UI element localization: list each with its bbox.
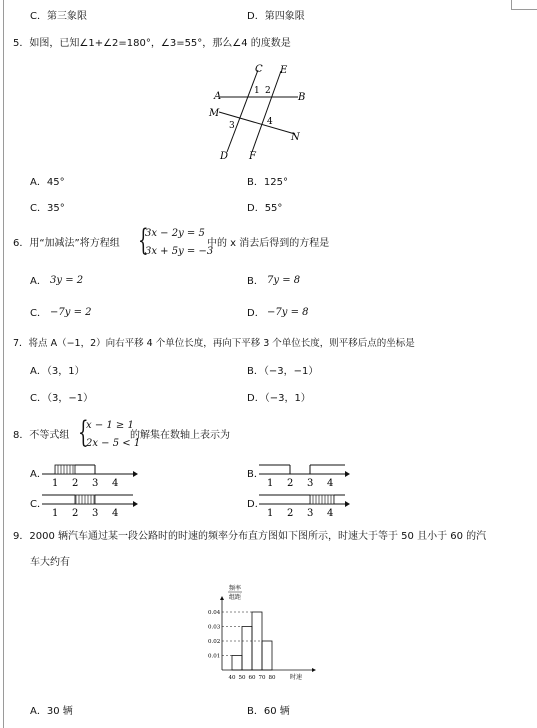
tick-c-4: 4	[112, 508, 119, 519]
tick-c-1: 1	[52, 508, 59, 519]
q8-inequality-2: 2x − 5 < 1	[86, 438, 141, 449]
q9-stem-line1: 9．2000 辆汽车通过某一段公路时的时速的频率分布直方图如下图所示，时速大于等于 50 且小于 60 的汽	[13, 531, 487, 542]
q6-equation-1: 3x − 2y = 5	[145, 228, 205, 239]
q6-suffix: 中的 x 消去后得到的方程是	[207, 238, 330, 249]
hist-ylabel-1: 频率	[229, 585, 242, 592]
q5-stem: 5．如图，已知∠1+∠2=180°，∠3=55°，那么∠4 的度数是	[13, 38, 291, 49]
label-B: B	[298, 92, 306, 103]
hist-ytick-0.02: 0.02	[208, 639, 221, 645]
q6-option-a: 3y = 2	[50, 275, 84, 286]
hist-ylabel-2: 组距	[229, 594, 242, 601]
label-N: N	[291, 132, 300, 143]
q7-option-a: A．（3，1）	[30, 366, 85, 377]
hist-y-arrow	[220, 596, 224, 600]
tick-c-2: 2	[72, 508, 79, 519]
angle-2: 2	[265, 86, 271, 96]
q8-inequality-1: x − 1 ≥ 1	[86, 420, 134, 431]
q6-option-c: −7y = 2	[50, 307, 92, 318]
tick-d-2: 2	[287, 508, 294, 519]
hist-xtick-60: 60	[248, 675, 256, 681]
hist-bar-40	[232, 656, 242, 671]
hist-xtick-80: 80	[268, 675, 276, 681]
q4-option-d: D．第四象限	[247, 11, 305, 22]
label-M: M	[209, 108, 220, 119]
hist-xtick-50: 50	[238, 675, 246, 681]
q8-option-d-label: D．	[247, 499, 265, 510]
q8-option-b-label: B．	[247, 469, 264, 480]
q6-option-d: −7y = 8	[267, 307, 309, 318]
tick-a-1: 1	[52, 478, 59, 489]
q7-option-b: B．（−3，−1）	[247, 366, 319, 377]
q4-option-c: C．第三象限	[30, 11, 87, 22]
angle-1: 1	[254, 86, 260, 96]
hist-bar-70	[262, 641, 272, 670]
q5-option-d: D．55°	[247, 203, 283, 214]
q6-option-b-label: B．	[247, 276, 264, 287]
hist-xtick-70: 70	[258, 675, 266, 681]
angle-4: 4	[267, 117, 273, 127]
tick-b-1: 1	[267, 478, 274, 489]
q6-option-a-label: A．	[30, 276, 47, 287]
tick-b-2: 2	[287, 478, 294, 489]
q6-option-d-label: D．	[247, 308, 265, 319]
tick-b-3: 3	[307, 478, 314, 489]
tick-d-3: 3	[307, 508, 314, 519]
q8-option-a-label: A．	[30, 469, 47, 480]
label-A: A	[214, 91, 222, 102]
q9-stem-line2: 车大约有	[30, 557, 70, 568]
q6-brace: {	[138, 223, 149, 258]
q6-option-b: 7y = 8	[267, 275, 301, 286]
hist-bar-50	[242, 627, 252, 671]
label-F: F	[249, 151, 256, 162]
hist-xtick-40: 40	[228, 675, 236, 681]
q9-option-b: B．60 辆	[247, 706, 290, 717]
q8-prefix: 8．不等式组	[13, 430, 70, 441]
q6-option-c-label: C．	[30, 308, 47, 319]
q9-option-a: A．30 辆	[30, 706, 73, 717]
q7-option-c: C．（3，−1）	[30, 393, 94, 404]
q7-option-d: D．（−3，1）	[247, 393, 311, 404]
hist-xlabel: 时速	[290, 674, 303, 681]
label-C: C	[255, 64, 263, 75]
hist-x-arrow	[312, 668, 316, 672]
label-D: D	[220, 151, 229, 162]
tick-d-4: 4	[327, 508, 334, 519]
hist-ytick-0.03: 0.03	[208, 624, 221, 631]
angle-3: 3	[229, 121, 235, 131]
tick-a-4: 4	[112, 478, 119, 489]
tick-b-4: 4	[327, 478, 334, 489]
tick-a-2: 2	[72, 478, 79, 489]
q5-option-c: C．35°	[30, 203, 65, 214]
label-E: E	[280, 65, 288, 76]
q8-brace: {	[78, 415, 89, 450]
q5-option-b: B．125°	[247, 177, 288, 188]
tick-d-1: 1	[267, 508, 274, 519]
q8-suffix: 的解集在数轴上表示为	[130, 430, 230, 441]
tick-c-3: 3	[92, 508, 99, 519]
q6-equation-2: 3x + 5y = −3	[145, 246, 214, 257]
q5-option-a: A．45°	[30, 177, 65, 188]
hist-ytick-0.01: 0.01	[208, 653, 221, 660]
tick-a-3: 3	[92, 478, 99, 489]
hist-ytick-0.04: 0.04	[208, 610, 221, 616]
q7-stem: 7．将点 A（−1，2）向右平移 4 个单位长度，再向下平移 3 个单位长度，则平移后点的坐标是	[13, 338, 415, 349]
hist-bar-60	[252, 612, 262, 670]
q8-option-c-label: C．	[30, 499, 47, 510]
q6-prefix: 6．用“加减法”将方程组	[13, 238, 120, 249]
